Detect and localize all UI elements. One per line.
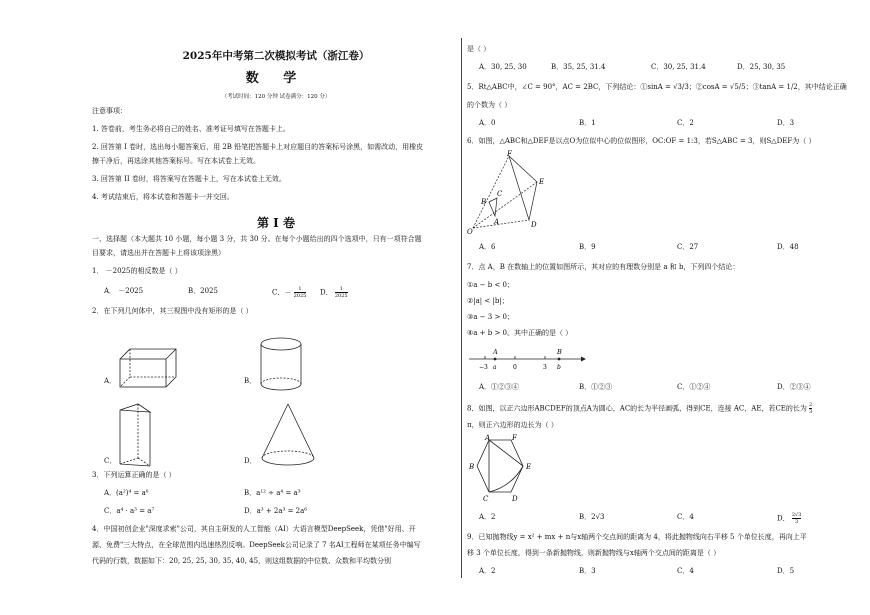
point-label: C — [497, 190, 503, 198]
q7-item: ②|a| < |b|； — [467, 297, 509, 305]
axis-label: b — [557, 364, 561, 371]
point-label: D — [531, 221, 537, 229]
hexagon-figure — [467, 432, 547, 504]
point-label: E — [539, 178, 545, 186]
q4-continued: 是（ ） — [467, 45, 491, 53]
q3-option-a: A．(a²)⁴ = a⁶ — [104, 489, 149, 497]
subject-title: 数 学 — [245, 71, 307, 86]
triangular-prism-figure — [116, 402, 156, 472]
q7-option-d: D．②③④ — [777, 383, 811, 391]
axis-label: B — [557, 348, 562, 356]
q7-item: ③a − 3 > 0； — [467, 313, 514, 321]
vertex-label: F — [512, 434, 517, 442]
q1-stem: 1． －2025的相反数是（ ） — [92, 267, 182, 275]
q6-option-b: B．9 — [579, 243, 596, 251]
note-item: 2. 回答第 I 卷时，选出每小题答案后，用 2B 铅笔把答题卡上对应题目的答案标号涂黑，如需改动，用橡皮 — [92, 143, 424, 151]
q9-line: 9．已知抛物线y = x² + mx + n与x轴两个交点间的距离为 4，将此抛物线向右平移 5 个单位长度，再向上平 — [467, 533, 807, 541]
q7-item: ①a − b < 0； — [467, 281, 515, 289]
q2-label-b: B． — [244, 377, 257, 385]
q7-item: ④a + b > 0。其中正确的是（ ） — [467, 329, 573, 337]
q7-option-a: A．①②③④ — [479, 383, 520, 391]
q4-option-b: B．35, 25, 31.4 — [551, 63, 606, 71]
q5-option-c: C．2 — [677, 119, 694, 127]
q7-stem: 7．点 A，B 在数轴上的位置如图所示，其对应的有理数分别是 a 和 b，下列四个结论： — [467, 263, 740, 271]
q2-label-a: A． — [104, 377, 117, 385]
note-item: 3. 回答第 II 卷时，将答案写在答题卡上，写在本试卷上无效。 — [92, 175, 286, 183]
q5-option-d: D．3 — [777, 119, 795, 127]
note-item: 1. 答卷前，考生务必将自己的姓名、准考证号填写在答题卡上。 — [92, 125, 290, 133]
part-one-intro: 目要求，请选出并在答题卡上将该项涂黑） — [92, 249, 225, 257]
exam-info: （考试时间：120 分钟 试卷满分：120 分） — [221, 94, 331, 100]
q4-option-d: D．25, 30, 35 — [737, 63, 786, 71]
q3-stem: 3．下列运算正确的是（ ） — [92, 471, 176, 479]
note-item: 擦干净后，再选涂其他答案标号。写在本试卷上无效。 — [92, 157, 260, 165]
axis-label: a — [493, 364, 497, 371]
point-label: F — [507, 150, 512, 158]
q5-line: 5．Rt△ABC中，∠C = 90°，AC = 2BC，下列结论：①sinA = √3/3；②cosA = √5/5；③tanA = 1/2，其中结论正确 — [467, 83, 847, 91]
q8-option-d: D． $\frac{2√3}{3}$ — [777, 512, 802, 525]
q9-option-b: B．3 — [579, 567, 596, 575]
column-divider — [461, 38, 462, 578]
number-line-figure — [467, 345, 587, 375]
q4-option-a: A．30, 25, 30 — [479, 63, 527, 71]
q6-option-c: C．27 — [677, 243, 699, 251]
section-title: 第 I 卷 — [257, 216, 295, 230]
q2-label-d: D． — [244, 457, 257, 465]
vertex-label: B — [469, 463, 475, 471]
q6-stem: 6．如图，△ABC和△DEF是以点O为位似中心的位似图形，OC:OF = 1:3，若S△ABC = 3，则S△DEF为（ ） — [467, 137, 816, 145]
q7-option-c: C．①②④ — [677, 383, 711, 391]
q8-option-a: A．2 — [479, 513, 496, 521]
q3-option-c: C．a⁴ · a³ = a⁷ — [104, 507, 155, 515]
cuboid-figure — [116, 345, 182, 391]
q7-option-b: B．①②③ — [579, 383, 613, 391]
part-one-intro: 一、选择题（本大题共 10 小题，每小题 3 分，共 30 分。在每个小题给出的四个选项中，只有一项符合题 — [92, 235, 422, 243]
q2-stem: 2．在下列几何体中，其三视图中没有矩形的是（ ） — [92, 307, 253, 315]
q9-option-d: D．5 — [777, 567, 795, 575]
note-item: 4. 考试结束后，将本试卷和答题卡一并交回。 — [92, 193, 234, 201]
vertex-label: E — [526, 463, 532, 471]
q4-line: 代码的行数，数据如下：20, 25, 25, 30, 35, 40, 45，则这组数据的中位数、众数和平均数分别 — [92, 557, 392, 565]
q6-option-d: D．48 — [777, 243, 799, 251]
q1-option-d: D． $\frac{1}{2025}$ — [320, 286, 348, 299]
axis-label: 0 — [513, 364, 517, 371]
q8-option-b: B．2√3 — [579, 513, 605, 521]
q3-option-d: D．a³ + 2a³ = 2a⁶ — [244, 507, 308, 515]
similar-triangles-figure — [467, 150, 557, 234]
q1-option-c: C．－ $\frac{1}{2025}$ — [272, 286, 307, 299]
q8-option-c: C．4 — [677, 513, 694, 521]
vertex-label: C — [483, 495, 489, 503]
q1-option-a: A． －2025 — [104, 287, 144, 295]
q1-option-b: B．2025 — [188, 287, 218, 295]
cone-figure — [258, 402, 318, 472]
q3-option-b: B．a¹² ÷ a⁴ = a³ — [244, 489, 301, 497]
q4-line: 4．中国初创企业"深度求索"公司，其自主研发的人工智能（AI）大语言模型DeepSeek，凭借"好用、开 — [92, 525, 416, 533]
q9-option-c: C．4 — [677, 567, 694, 575]
vertex-label: A — [485, 434, 491, 442]
q9-line: 移 3 个单位长度，得到一条新抛物线，则新抛物线与x轴两个交点间的距离是（ ） — [467, 549, 721, 557]
cylinder-figure — [258, 336, 304, 394]
exam-title: 2025年中考第二次模拟考试（浙江卷） — [182, 50, 370, 62]
point-label: A — [494, 218, 500, 226]
q9-option-a: A．2 — [479, 567, 496, 575]
q8-line: π，则正六边形的边长为（ ） — [467, 421, 558, 429]
q2-label-c: C． — [104, 457, 117, 465]
point-label: B — [481, 198, 487, 206]
q8-line: 8．如图，以正六边形ABCDEF的顶点A为圆心，AC的长为半径画弧，得到CE，连接 AC，AE，若CE的长为 $\frac{2}{3}$ — [467, 402, 813, 415]
q6-option-a: A．6 — [479, 243, 496, 251]
vertex-label: D — [512, 495, 518, 503]
notes-heading: 注意事项： — [92, 107, 127, 115]
q5-option-a: A．0 — [479, 119, 496, 127]
q4-option-c: C．30, 25, 31.4 — [651, 63, 706, 71]
q5-option-b: B．1 — [579, 119, 596, 127]
q4-line: 源、免费"三大特点，在全球范围内迅速热烈反响。DeepSeek公司记录了 7 名AI工程师在某项任务中编写 — [92, 541, 421, 549]
axis-label: −3 — [479, 364, 488, 371]
q5-line: 的个数为（ ） — [467, 101, 512, 109]
point-label: O — [467, 228, 473, 234]
axis-label: 3 — [543, 364, 547, 371]
axis-label: A — [493, 348, 498, 356]
